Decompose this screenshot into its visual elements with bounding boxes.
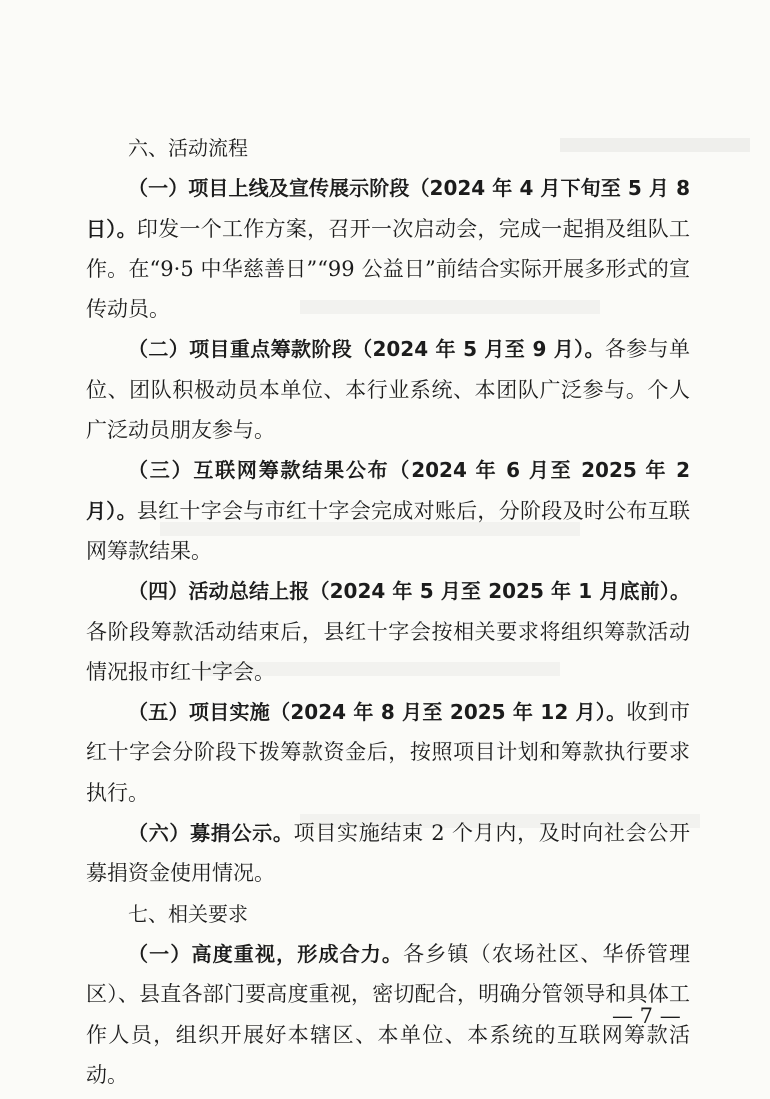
page-number: — 7 — <box>612 1004 681 1028</box>
paragraph-stage-5 <box>86 692 690 813</box>
paragraph-stage-2 <box>86 329 690 450</box>
paragraph-requirement-1 <box>86 934 690 1095</box>
paragraph-text: 各乡镇（农场社区、华侨管理区）、县直各部门要高度重视，密切配合，明确分管领导和具体工作人员，组织开展好本辖区、本单位、本系统的互联网筹款活动。 <box>86 941 691 1087</box>
paragraph-text: 项目实施结束 2 个月内，及时向社会公开募捐资金使用情况。 <box>86 821 690 886</box>
paragraph-title: （六）募捐公示。 <box>128 821 294 846</box>
paragraph-text: 收到市红十字会分阶段下拨筹款资金后，按照项目计划和筹款执行要求执行。 <box>86 700 690 805</box>
paragraph-text: 县红十字会与市红十字会完成对账后，分阶段及时公布互联网筹款结果。 <box>86 498 690 563</box>
paragraph-title: （四）活动总结上报（2024 年 5 月至 2025 年 1 月底前）。 <box>128 579 690 604</box>
section-heading-requirements: 七、相关要求 <box>128 901 248 926</box>
paragraph-stage-6 <box>86 813 690 894</box>
paragraph-text: 各参与单位、团队积极动员本单位、本行业系统、本团队广泛参与。个人广泛动员朋友参与。 <box>86 337 691 443</box>
paragraph-text: 各阶段筹款活动结束后，县红十字会按相关要求将组织筹款活动情况报市红十字会。 <box>86 619 690 684</box>
paragraph-title: （五）项目实施（2024 年 8 月至 2025 年 12 月）。 <box>128 700 627 725</box>
paragraph-title: （二）项目重点筹款阶段（2024 年 5 月至 9 月）。 <box>128 337 605 362</box>
paragraph-stage-4 <box>86 571 690 692</box>
paragraph-title: （一）项目上线及宣传展示阶段（2024 年 4 月下旬至 5 月 8 日）。 <box>86 176 690 241</box>
paragraph-text: 印发一个工作方案，召开一次启动会，完成一起捐及组队工作。在“9·5 中华慈善日”“99 公益日”前结合实际开展多形式的宣传动员。 <box>86 216 690 322</box>
paragraph-title: （三）互联网筹款结果公布（2024 年 6 月至 2025 年 2 月）。 <box>86 458 690 523</box>
paragraph-stage-1 <box>86 168 690 329</box>
section-heading-process: 六、活动流程 <box>128 136 248 160</box>
document-body <box>86 128 690 1095</box>
paragraph-stage-3 <box>86 450 690 571</box>
paragraph-title: （一）高度重视，形成合力。 <box>128 941 404 966</box>
